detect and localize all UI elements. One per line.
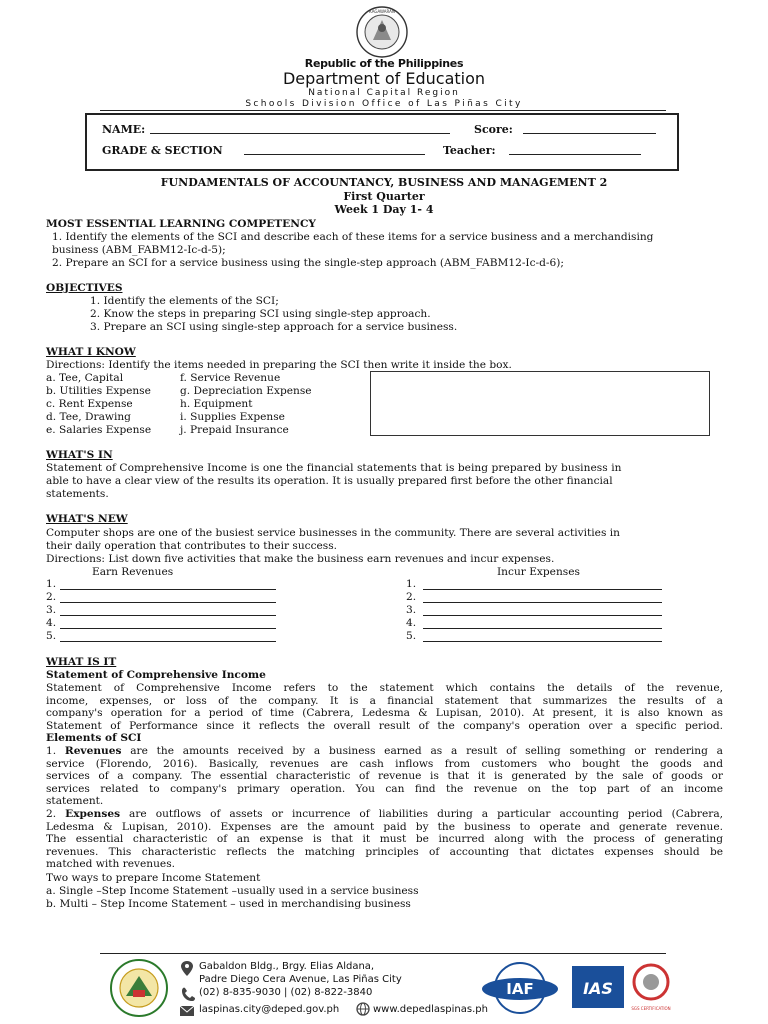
teacher-label: Teacher:	[443, 144, 496, 157]
list-item: b. Utilities Expense	[46, 385, 151, 397]
paragraph-line: Statement of Performance since it reflects the overall result of the company's operation over a specific period.	[46, 719, 723, 732]
what-is-it-heading: WHAT IS IT	[46, 656, 117, 668]
globe-icon	[355, 1002, 371, 1016]
item-number: 1.	[46, 745, 65, 757]
whats-new-text: Computer shops are one of the busiest service businesses in the community. There are several activities in	[46, 527, 620, 539]
sci-definition	[46, 682, 723, 732]
department-title: Department of Education	[282, 69, 486, 88]
paragraph-line: services related to company's primary operation. You can find the revenue on the top part of an income	[46, 782, 723, 795]
score-field[interactable]	[523, 123, 656, 134]
address-line: Padre Diego Cera Avenue, Las Piñas City	[199, 974, 402, 985]
ways-heading: Two ways to prepare Income Statement	[46, 872, 261, 884]
quarter-title: First Quarter	[343, 190, 425, 203]
way-item: b. Multi – Step Income Statement – used in merchandising business	[46, 898, 411, 910]
item-number: 5.	[406, 630, 417, 642]
revenues-paragraph	[46, 745, 723, 808]
address-line: Gabaldon Bldg., Brgy. Elias Aldana,	[199, 961, 375, 972]
list-item: f. Service Revenue	[180, 372, 281, 384]
item-number: 1.	[46, 578, 57, 590]
whats-in-heading: WHAT'S IN	[46, 449, 113, 461]
division-seal-logo	[108, 958, 170, 1018]
expense-answer-line[interactable]	[423, 604, 662, 616]
list-item: i. Supplies Expense	[180, 411, 285, 423]
paragraph-line	[46, 808, 723, 821]
whats-new-heading: WHAT'S NEW	[46, 513, 128, 525]
melc-item-1: 1. Identify the elements of the SCI and describe each of these items for a service business and a merchandising	[52, 231, 654, 243]
item-number: 2.	[46, 591, 57, 603]
objective-item: 1. Identify the elements of the SCI;	[90, 295, 279, 307]
revenues-term: Revenues	[64, 745, 122, 757]
expenses-term: Expenses	[65, 808, 121, 820]
objectives-heading: OBJECTIVES	[46, 282, 123, 294]
item-number: 3.	[406, 604, 417, 616]
teacher-field[interactable]	[509, 144, 641, 155]
paragraph-line: Ledesma & Lupisan, 2010). Expenses are the amount paid by the business to operate and generate revenue.	[46, 820, 723, 833]
elements-heading: Elements of SCI	[46, 732, 142, 744]
footer-email[interactable]: laspinas.city@deped.gov.ph	[199, 1004, 340, 1015]
phone-number: (02) 8-835-9030 | (02) 8-822-3840	[199, 987, 373, 998]
whats-new-directions: Directions: List down five activities that make the business earn revenues and incur expenses.	[46, 553, 555, 565]
list-item: h. Equipment	[180, 398, 253, 410]
contact-icons	[177, 958, 197, 1018]
subject-title: FUNDAMENTALS OF ACCOUNTANCY, BUSINESS AND MANAGEMENT 2	[160, 176, 608, 189]
whats-new-text: their daily operation that contributes to their success.	[46, 540, 338, 552]
paragraph-line: Statement of Comprehensive Income refers to the statement which contains the details of the revenue,	[46, 682, 723, 694]
iaf-logo	[474, 962, 566, 1014]
paragraph-line	[46, 745, 723, 758]
expense-answer-line[interactable]	[423, 630, 662, 642]
division-text: Schools Division Office of Las Piñas City	[245, 99, 523, 109]
list-item: d. Tee, Drawing	[46, 411, 131, 423]
paragraph-line: matched with revenues.	[46, 858, 176, 871]
revenue-answer-line[interactable]	[60, 617, 276, 629]
revenue-answer-line[interactable]	[60, 591, 276, 603]
whats-in-text: able to have a clear view of the results its operation. It is usually prepared first before the other financial	[46, 475, 613, 487]
header-divider	[100, 110, 666, 111]
iaf-logo-text: IAF	[506, 980, 534, 998]
list-item: a. Tee, Capital	[46, 372, 124, 384]
deped-seal-logo	[347, 6, 417, 58]
expense-answer-line[interactable]	[423, 591, 662, 603]
whats-in-text: statements.	[46, 488, 109, 500]
paragraph-line: company's operation for a period of time (Cabrera, Ledesma & Lupisan, 2010). At present, it is also known as	[46, 707, 723, 720]
phone-icon	[182, 988, 195, 1001]
location-icon	[181, 961, 193, 976]
name-label: NAME:	[102, 123, 146, 136]
region-text: National Capital Region	[308, 88, 460, 98]
incur-expenses-heading: Incur Expenses	[497, 566, 580, 578]
sci-subheading: Statement of Comprehensive Income	[46, 669, 266, 681]
expenses-paragraph	[46, 808, 723, 871]
list-item: j. Prepaid Insurance	[180, 424, 289, 436]
score-label: Score:	[474, 123, 513, 136]
answer-box[interactable]	[370, 371, 710, 436]
objective-item: 2. Know the steps in preparing SCI using single-step approach.	[90, 308, 431, 320]
expense-answer-line[interactable]	[423, 617, 662, 629]
revenue-answer-line[interactable]	[60, 578, 276, 590]
footer-address	[199, 960, 402, 999]
objective-item: 3. Prepare an SCI using single-step approach for a service business.	[90, 321, 458, 333]
paragraph-text: are outflows of assets or incurrence of liabilities during a particular accounting period (Cabrera,	[120, 808, 723, 820]
name-field[interactable]	[150, 123, 450, 134]
item-number: 4.	[406, 617, 417, 629]
what-i-know-heading: WHAT I KNOW	[46, 346, 136, 358]
paragraph-line: statement.	[46, 795, 104, 808]
ias-logo-text: IAS	[583, 979, 613, 998]
way-item: a. Single –Step Income Statement –usually used in a service business	[46, 885, 419, 897]
paragraph-line: The essential characteristic of an expense is that it must be incurred along with the process of generating	[46, 833, 723, 846]
earn-revenues-heading: Earn Revenues	[92, 566, 174, 578]
item-number: 4.	[46, 617, 57, 629]
paragraph-line: services of a company. The essential characteristic of revenue is that it is generated by the sale of goods or	[46, 770, 723, 783]
cert-logo-text: SGS CERTIFICATION	[631, 1006, 671, 1011]
list-item: e. Salaries Expense	[46, 424, 152, 436]
item-number: 5.	[46, 630, 57, 642]
student-info-box	[85, 113, 679, 171]
revenue-answer-line[interactable]	[60, 630, 276, 642]
list-item: c. Rent Expense	[46, 398, 133, 410]
item-number: 2.	[46, 808, 66, 820]
melc-item-1-cont: business (ABM_FABM12-Ic-d-5);	[52, 244, 226, 256]
revenue-answer-line[interactable]	[60, 604, 276, 616]
item-number: 3.	[46, 604, 57, 616]
footer-divider	[100, 953, 666, 954]
paragraph-line: income, expenses, or loss of the company. It is a financial statement that summarizes the results of a	[46, 694, 723, 707]
melc-heading: MOST ESSENTIAL LEARNING COMPETENCY	[46, 218, 316, 230]
melc-item-2: 2. Prepare an SCI for a service business using the single-step approach (ABM_FABM12-Ic-d-6);	[52, 257, 564, 269]
certification-logo	[630, 962, 672, 1014]
week-title: Week 1 Day 1- 4	[334, 203, 434, 216]
expense-answer-line[interactable]	[423, 578, 662, 590]
paragraph-line: service (Florendo, 2016). Basically, revenues are cash inflows from customers who bought the goods and	[46, 757, 723, 770]
grade-section-label: GRADE & SECTION	[102, 144, 223, 157]
what-i-know-directions: Directions: Identify the items needed in preparing the SCI then write it inside the box.	[46, 359, 512, 371]
svg-text:KAGAWARAN: KAGAWARAN	[369, 9, 395, 14]
republic-text: Republic of the Philippines	[304, 57, 464, 70]
item-number: 2.	[406, 591, 417, 603]
ias-logo	[570, 962, 626, 1012]
list-item: g. Depreciation Expense	[180, 385, 312, 397]
footer-website[interactable]: www.depedlaspinas.ph	[373, 1004, 488, 1015]
whats-in-text: Statement of Comprehensive Income is one the financial statements that is being prepared by business in	[46, 462, 622, 474]
item-number: 1.	[406, 578, 417, 590]
grade-section-field[interactable]	[244, 144, 425, 155]
paragraph-line: revenues. This characteristic reflects the matching principles of accounting that dictates expenses should be	[46, 845, 723, 858]
paragraph-text: are the amounts received by a business earned as a result of selling something or rendering a	[121, 745, 723, 757]
